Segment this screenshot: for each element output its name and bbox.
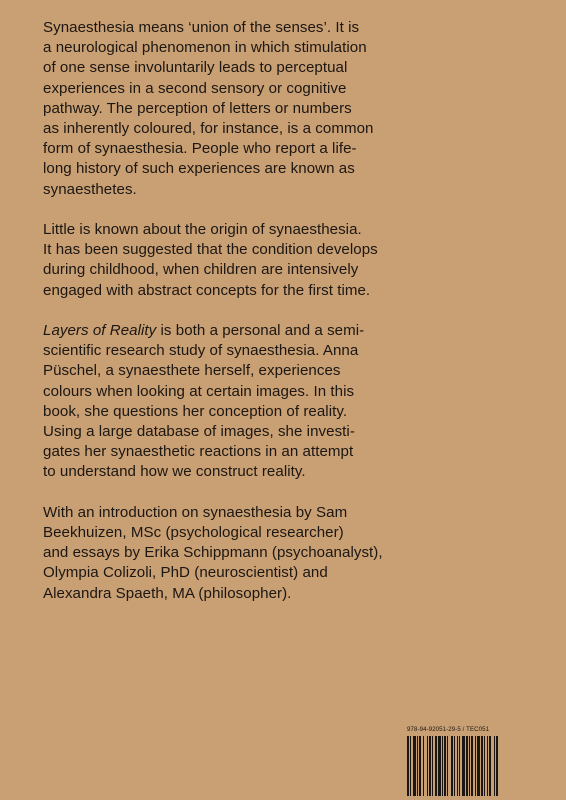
text-line: experiences in a second sensory or cognitive — [43, 79, 347, 97]
text-line: form of synaesthesia. People who report a life- — [43, 140, 357, 158]
barcode-icon — [407, 736, 521, 796]
text-line: With an introduction on synaesthesia by Sam — [43, 503, 348, 521]
book-title: Layers of Reality — [43, 322, 157, 340]
isbn-block — [407, 726, 525, 796]
text-line: pathway. The perception of letters or numbers — [43, 99, 352, 117]
text-line: colours when looking at certain images. In this — [43, 382, 355, 400]
text-line: scientific research study of synaesthesia. Anna — [43, 342, 359, 360]
text-line: to understand how we construct reality. — [43, 463, 306, 481]
text-line: Little is known about the origin of synaesthesia. — [43, 221, 362, 239]
text-line: Beekhuizen, MSc (psychological researcher) — [43, 524, 344, 542]
text-line: as inherently coloured, for instance, is a common — [43, 120, 374, 138]
text-line: Using a large database of images, she investi- — [43, 423, 355, 441]
paragraph-gap — [43, 301, 413, 321]
text-line: Synaesthesia means ‘union of the senses’. It is — [43, 19, 360, 36]
text-line: gates her synaesthetic reactions in an attempt — [43, 443, 354, 461]
paragraph-gap — [43, 200, 413, 220]
paragraph-contributors — [43, 503, 413, 604]
text-line: and essays by Erika Schippmann (psychoanalyst), — [43, 544, 383, 562]
paragraph-book-description — [43, 321, 413, 483]
text-line: long history of such experiences are known as — [43, 160, 355, 178]
text-line: engaged with abstract concepts for the first time. — [43, 281, 371, 299]
isbn-label: 978-94-92051-29-5 / TEC051 — [407, 726, 490, 733]
text-line: of one sense involuntarily leads to perceptual — [43, 59, 348, 77]
text-line: Püschel, a synaesthete herself, experiences — [43, 362, 341, 380]
text-line — [43, 321, 413, 341]
paragraph-intro — [43, 18, 413, 200]
text-fragment: is both a personal and a semi- — [156, 322, 365, 340]
text-line: It has been suggested that the condition develops — [43, 241, 378, 259]
paragraph-gap — [43, 483, 413, 503]
text-line: book, she questions her conception of reality. — [43, 402, 348, 420]
text-line: Olympia Colizoli, PhD (neuroscientist) and — [43, 564, 328, 582]
text-line: synaesthetes. — [43, 180, 137, 198]
blurb-text — [43, 18, 413, 604]
text-line: during childhood, when children are intensively — [43, 261, 359, 279]
paragraph-origin — [43, 220, 413, 301]
text-line: Alexandra Spaeth, MA (philosopher). — [43, 584, 292, 602]
text-line: a neurological phenomenon in which stimulation — [43, 39, 367, 57]
